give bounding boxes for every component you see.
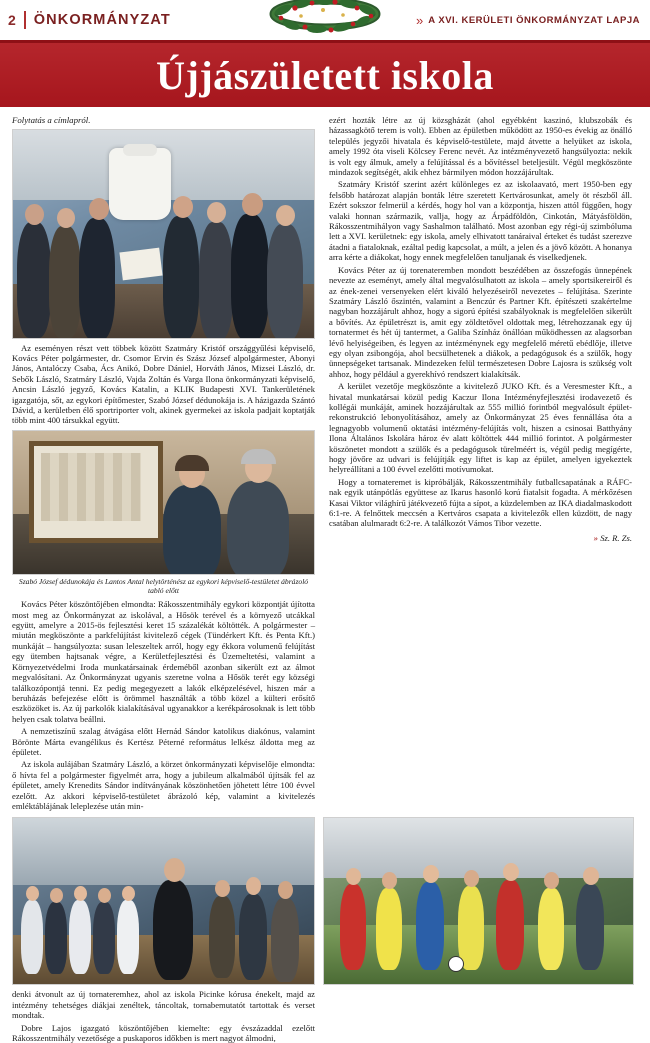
paragraph: Az iskola aulájában Szatmáry László, a körzet önkormányzati képviselője elmondta: ő hívta fel a polgármester figyelmét arra, hogy a jubileum alkalmából újítsák fel az épületet, amely Krenedits Sándor indítványának köszönhetően jöhetett létre 100 évvel ezelőtt. Az akkori képviselő-testületet ábrázoló kép, valamint a kivitelezés emléktáblájának leleplezése után min- [12,759,315,811]
photo-child [117,900,139,974]
masthead-left [8,11,171,29]
photo-person [271,898,299,982]
photo-white-banner [109,148,171,220]
photo-person-head [25,204,44,225]
headline-banner [0,40,650,107]
left-column [12,115,315,813]
photo-player-blue [416,882,444,970]
photo-player-red [340,884,366,970]
photo-person [49,226,81,338]
photo-person-hair [175,455,209,471]
school-choir-photo [12,817,315,985]
photo-player-yellow [538,888,564,970]
section-title: ÖNKORMÁNYZAT [33,12,171,28]
bottom-photo-strip [0,813,650,985]
byline-text: Sz. R. Zs. [600,532,632,543]
paragraph: Kovács Péter az új torenateremben mondott beszédében az összefogás ünnepének nevezte az eseményt, amely által megvalósulhatott az iskola – amely sportsikereiről és az ének-zenei versenyeken elért kiváló helyezéseiről nevezetes – felújítása. Szerinte Szatmáry László őszintén, valamint a Benczúr és Partner Kft. építészeti szakértelme nagyban hozzájárult ahhoz, hogy a sigorú építési szabályoknak is megfelelően sikerült a bővítés. Az épületrészt is, amit egy zöldtetővel oldottak meg, létrehozzanak egy új tornatermet és hét új tantermet, a Galiba Színház önállóan működhessen az alagsorban lévő helyiségeiben, és legyen az intézménynek egy megfelelő méretű ebédlője, illetve egy olyan zsibongója, ahol becsülhetenek a diákok, a pedagógusok és a szülők, hogy ünnepségeket tartsanak. Mindezeken felül természetesen Dobre Lajosra is szükség volt ahhoz, hogy például a gyerekhívó rendszert kialakítsák. [329,264,632,379]
photo-person [163,216,199,339]
photo-person [209,896,235,978]
masthead-right [416,13,640,28]
photo-child [93,902,115,974]
photo-child-head [122,886,135,901]
photo-player-head [464,870,479,887]
photo-person-head [57,208,75,228]
photo-player-head [583,867,599,885]
photo-caption: Szabó József dédunokája és Lantos Antal helytörténész az egykori képviselő-testületet ábrázoló tabló előtt [18,576,309,596]
paragraph: Szatmáry Kristóf szerint azért különleges ez az iskolaavató, mert 1950-ben egy felsőbb határozat alapján bonták létre szeretett Kertvárosunkat, amely öt részből áll. Ezért sokszor felmerül a kérdés, hogy hol van a központja, hiszen attól függően, hogy valaki honnan származik, vallja, hogy az Árpádföldön, Cinkotán, Mátyásföldön, Rákosszentmihályon vagy Sashalmon található. Most azonban egy régi-új szimbóluma lett a XVI. kerületnek: egy iskola, amely elhivatott tanáraival érteket és tudást szerezve átadni a fiataloknak, ezáltal pedig kapcsolat, a múlt, a jelen és a jövő között. A honanya arra kérte a diákokat, hogy ennek megfelelően tanuljanak és viselkedjenek. [329,179,632,263]
photo-child-head [26,886,39,901]
paragraph: Hogy a tornateremet is kipróbálják, Rákosszentmihály futballcsapatának a RÁFC-nak egyik utánpótlás együttese az Ikarus hasonló korú fiatalsit fogadta. A mérkőzésen Kasai Viktor világhírű játékvezető fújta a sípot, a küzdelemben az IKA diadalmaskodott 6:1-re. A felnőttek meccsén a Kertváros csapata a kivitelezők ellen küzdött, de nagy csatában alulmaradt 6:2-re. A találkozót Vámos Tibor vezette. [329,476,632,529]
page-title: Újjászületett iskola [156,52,494,98]
ribbon-cutting-photo [12,129,315,339]
page-number: 2 [8,12,16,28]
photo-person-head [276,205,295,226]
chevron-right-icon: » [593,532,599,543]
byline [329,533,632,543]
paragraph: Kovács Péter köszöntőjében elmondta: Rákosszentmihály egykori központját újította most meg az Önkormányzat az iskolával, a Hősök terével és a környező utcákkal együtt, amelyre a 2015-ös fejlesztési keret 15 százalékát költötték. A polgármester – miután megköszönte a parkfelújítást kivitelező cégek (Tündérkert Kft. és Penta Kft.) munkáját – hangsúlyozta: susan leleszeltek arról, hogy egy ékkora volumenű felújítást egy ütemben hajtsanak végre, a Kerületfejlesztési és Üzemeltetési, valamint a Környezetvédelmi Iroda munkatársainak érdeméből azonban sikerült ezt az álmot megvalósítani. Az Önkormányzat ugyanis szeretne volna a Hősök terét egy községi találkozópontjá tenni. Ez pedig megegyezett a lakók elképzelésével, hiszen már a beruházás befejezése előtt is örömmel használták a több közel a külteri erősítő eszközöket is. Az új parkolók kialakításával ugyanakkor a kerékpárosoknak is lett több helyen csak tolatva beállni. [12,599,315,724]
photo-player-head [382,872,397,889]
photo-person [231,214,269,339]
paragraph: Az eseményen részt vett többek között Szatmáry Kristóf országgyűlési képviselő, Kovács Péter polgármester, dr. Csomor Ervin és Szász József alpolgármester, Abonyi János, Antalóczy Csaba, Ács Anikó, Dobre Dániel, Horváth János, Mizsei László, dr. Sebők László, Szatmáry László, Vajda Zoltán és Varga Ilona önkormányzati képviselő, Ancsin László jegyző, Kovács Katalin, a KLIK Budapesti XVI. Tankerületének igazgatója, sőt, az egykori építőmester, Szabó József dédunokája is. A házigazda Szántó Dávid, a kerületben élő sportriporter volt, akinek gyermekei az iskola padjait koptatják több mint 400 társukkal együtt. [12,342,315,426]
chevron-right-icon: » [416,12,424,28]
photo-child-head [98,888,111,903]
szabo-jozsef-descendant-photo [12,430,315,575]
masthead [0,0,650,40]
article-tail [0,985,327,1043]
youth-football-match-photo [323,817,634,985]
photo-person-head [215,880,230,897]
photo-background-wall [13,818,314,884]
photo-player-dark [576,884,604,970]
photo-child [69,900,91,974]
paragraph: Dobre Lajos igazgató köszöntőjében kiemelte: egy évszázaddal ezelőtt Rákosszentmihály vezetősége a puskaporos időkben is mert nagyot álmodni, [12,1022,315,1043]
photo-person-head [242,193,263,216]
paragraph: A nemzetiszínű szalag átvágása előtt Hernád Sándor katolikus diakónus, valamint Börönte Márta evangélikus és Kertész Péterné református lelkész áldotta meg az épületet. [12,726,315,757]
photo-player-yellow [376,888,402,970]
photo-person-head [89,198,109,220]
paragraph: denki átvonult az új tornateremhez, ahol az iskola Picinke kórusa énekelt, majd az intézmény tehetséges diákjai zenéltek, táncoltak, tornabemutatót tartottak és verset mondtak. [12,989,315,1021]
photo-person [163,485,221,575]
right-column [329,115,632,813]
photo-person [17,222,51,338]
photo-person [239,894,267,980]
photo-child-head [50,888,63,903]
photo-player-head [544,872,559,889]
photo-document [119,247,162,280]
photo-conductor [153,880,193,980]
photo-player-head [503,863,519,881]
photo-person-head [207,202,226,223]
holly-wreath-icon [265,0,385,36]
photo-banner-top [123,144,157,156]
photo-person [199,222,233,339]
photo-player-red [496,880,524,970]
photo-person [227,481,289,575]
photo-player-head [423,865,439,883]
photo-person [79,218,115,339]
photo-person-head [173,196,193,218]
photo-person [267,224,303,339]
publication-name: A XVI. KERÜLETI ÖNKORMÁNYZAT LAPJA [428,14,640,26]
paragraph: ezért hozták létre az új közsgházát (ahol egyébként kaszinó, klubszobák és házassagkötő terem is volt). Ebben az épületben működött az 1950-es évekig az önálló település jegyzői hivatala és képviselő-testülete, majd átvette a helyüket az iskola, amely 1992 óta viseli Kölcsey Ferenc nevét. Az intézményvezető hangsúlyozta: nekik is volt egy álmuk, amely a felújítással és a bővítéssel beteljesült. Végül megköszönte mindazok segítségét, akik ehhez bármilyen módon hozzájárultak. [329,115,632,178]
photo-child [21,900,43,974]
article-body [0,107,650,813]
paragraph: A kerület vezetője megköszönte a kivitelező JUKO Kft. és a Veresmester Kft., a hivatal munkatársai közül pedig Kaczur Ilona Intézményfejlesztési irodavezető és kollégái munkáját, aminek hozzájárultak az 555 millió forintból megvalósult épület-rekonstrukció lebonyolításához, amely az Önkormányzat 25 éves fennállása óta a legnagyobb volumenű oktatási intézmény-felújítás volt, hiszen a csinosai Batthyány Ilona Általános Iskolára hároz év alatt költöttek 444 millió forintot. A polgármester köszönetet mondott a szülők és a pedagógusok türelméért is, végül pedig megígérte, hogy jövőre az udvari is felújítják egy liftet is kap az épület, amelyen igyekeztek helyreállítani a 100 évvel ezelőtti motívumokat. [329,381,632,475]
continuation-note: Folytatás a címlapról. [12,115,91,125]
photo-person-head [246,877,261,895]
photo-child [45,902,67,974]
photo-child-head [74,886,87,901]
photo-person-head [278,881,293,899]
masthead-divider [24,11,26,29]
photo-tableau-portraits [41,453,141,521]
photo-person-hair [241,449,276,464]
photo-player-head [346,868,361,885]
